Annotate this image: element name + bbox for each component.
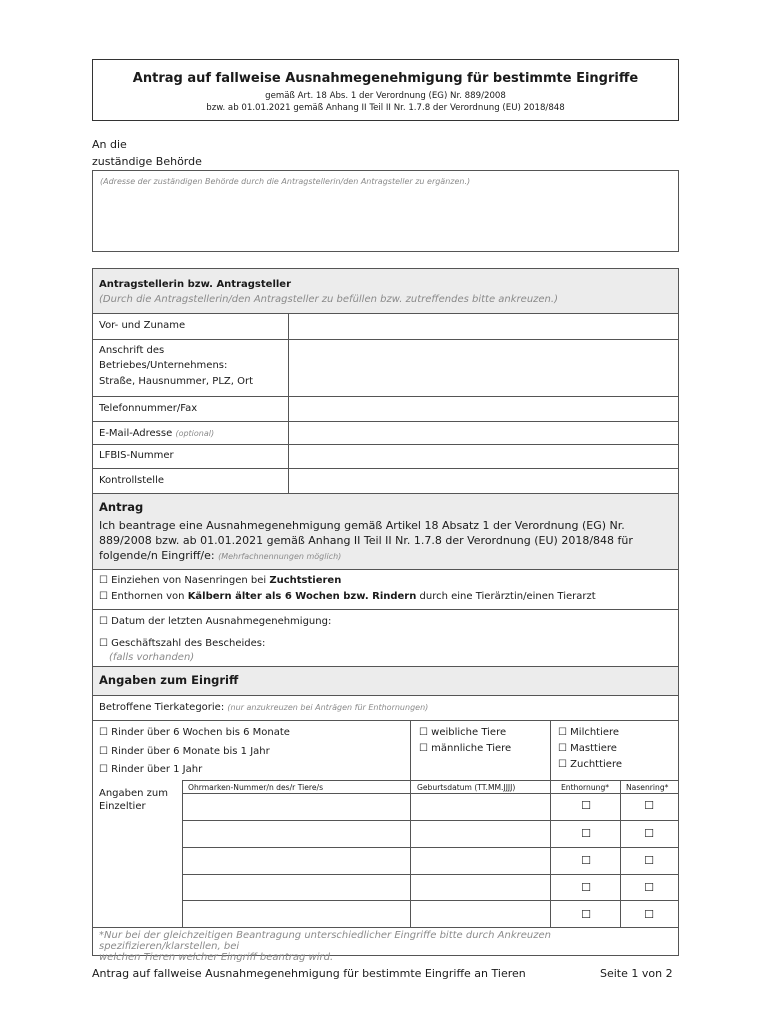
- age-option-2-checkbox[interactable]: ☐: [99, 746, 108, 757]
- age-option-1[interactable]: [99, 726, 290, 739]
- authority-address-placeholder: (Adresse der zuständigen Behörde durch die Antragstellerin/den Antragsteller zu ergänzen.): [100, 177, 471, 186]
- row-2-nose-ring-checkbox[interactable]: ☐: [644, 827, 654, 840]
- age-option-3-checkbox[interactable]: ☐: [99, 764, 108, 775]
- address-label-3: Straße, Hausnummer, PLZ, Ort: [99, 376, 254, 387]
- row-5-nose-ring-checkbox[interactable]: ☐: [644, 908, 654, 921]
- application-form: [92, 268, 679, 963]
- row-4-nose-ring-checkbox[interactable]: ☐: [644, 881, 654, 894]
- document-subtitle-2: bzw. ab 01.01.2021 gemäß Anhang II Teil II Nr. 1.7.8 der Verordnung (EU) 2018/848: [206, 103, 565, 113]
- type-option-fattening-label: Masttiere: [570, 743, 617, 754]
- file-number-hint: (falls vorhanden): [109, 652, 195, 663]
- document-title: Antrag auf fallweise Ausnahmegenehmigung für bestimmte Eingriffe: [132, 71, 639, 86]
- animal-details-label: [99, 787, 168, 813]
- address-line-1: An die: [92, 138, 127, 151]
- option-dehorning-bold: Kälbern älter als 6 Wochen bzw. Rindern: [187, 591, 417, 602]
- request-section: [93, 494, 678, 569]
- animal-category-label: Betroffene Tierkategorie:: [99, 702, 225, 713]
- animal-category: [99, 701, 428, 714]
- type-option-dairy-checkbox[interactable]: ☐: [558, 727, 567, 738]
- request-text: [99, 518, 674, 564]
- option-nose-ring-bold: Zuchtstieren: [269, 575, 342, 586]
- type-option-dairy[interactable]: [558, 726, 619, 739]
- address-label-2: Betriebes/Unternehmens:: [99, 360, 228, 371]
- option-nose-ring-text: Einziehen von Nasenringen bei: [111, 575, 270, 586]
- sex-option-female-label: weibliche Tiere: [431, 727, 507, 738]
- address-label-1: Anschrift des: [99, 345, 165, 356]
- age-option-3-label: Rinder über 1 Jahr: [111, 764, 203, 775]
- email-optional-hint: (optional): [175, 429, 215, 438]
- row-2-dehorning-checkbox[interactable]: ☐: [581, 827, 591, 840]
- row-4-birth-date[interactable]: [411, 874, 550, 900]
- col-dehorning: Enthornung*: [561, 783, 610, 792]
- footer-document-title: Antrag auf fallweise Ausnahmegenehmigung für bestimmte Eingriffe an Tieren: [92, 967, 526, 980]
- request-text-line-2: 889/2008 bzw. ab 01.01.2021 gemäß Anhang II Teil II Nr. 1.7.8 der Verordnung (EU) 2018/848 für: [99, 534, 633, 547]
- document-header: [92, 59, 679, 121]
- type-option-fattening[interactable]: [558, 742, 617, 755]
- applicant-section-header: [93, 269, 678, 313]
- sex-option-male[interactable]: [419, 742, 511, 755]
- file-number-label: Geschäftszahl des Bescheides:: [111, 638, 266, 649]
- option-dehorning-post: durch eine Tierärztin/einen Tierarzt: [416, 591, 596, 602]
- document-subtitle-1: gemäß Art. 18 Abs. 1 der Verordnung (EG) Nr. 889/2008: [265, 91, 506, 101]
- row-4-ear-tag[interactable]: [183, 874, 410, 900]
- row-1-dehorning-checkbox[interactable]: ☐: [581, 799, 591, 812]
- col-nose-ring: Nasenring*: [626, 783, 669, 792]
- age-option-3[interactable]: [99, 763, 202, 776]
- row-3-nose-ring-checkbox[interactable]: ☐: [644, 854, 654, 867]
- last-approval-label: Datum der letzten Ausnahmegenehmigung:: [111, 616, 332, 627]
- inspection-body-label: Kontrollstelle: [99, 475, 164, 486]
- age-option-2-label: Rinder über 6 Monate bis 1 Jahr: [111, 746, 270, 757]
- last-approval-date[interactable]: [99, 615, 331, 628]
- last-approval-checkbox[interactable]: ☐: [99, 616, 108, 627]
- sex-option-female-checkbox[interactable]: ☐: [419, 727, 428, 738]
- row-2-ear-tag[interactable]: [183, 820, 410, 847]
- type-option-breeding-label: Zuchttiere: [570, 759, 622, 770]
- row-5-ear-tag[interactable]: [183, 900, 410, 927]
- row-1-birth-date[interactable]: [411, 793, 550, 820]
- type-option-dairy-label: Milchtiere: [570, 727, 620, 738]
- type-option-breeding[interactable]: [558, 758, 622, 771]
- intervention-heading: Angaben zum Eingriff: [99, 673, 239, 687]
- sex-option-male-checkbox[interactable]: ☐: [419, 743, 428, 754]
- row-5-dehorning-checkbox[interactable]: ☐: [581, 908, 591, 921]
- row-1-ear-tag[interactable]: [183, 793, 410, 820]
- applicant-heading: Antragstellerin bzw. Antragsteller: [99, 279, 292, 290]
- row-3-dehorning-checkbox[interactable]: ☐: [581, 854, 591, 867]
- phone-label: Telefonnummer/Fax: [99, 403, 198, 414]
- option-dehorning-checkbox[interactable]: ☐: [99, 591, 108, 602]
- option-nose-ring[interactable]: [99, 574, 341, 587]
- request-multiple-hint: (Mehrfachnennungen möglich): [218, 552, 342, 561]
- option-dehorning[interactable]: [99, 590, 596, 603]
- footnote: [99, 930, 674, 963]
- email-label-text: E-Mail-Adresse: [99, 428, 173, 439]
- row-3-ear-tag[interactable]: [183, 847, 410, 874]
- row-1-nose-ring-checkbox[interactable]: ☐: [644, 799, 654, 812]
- option-nose-ring-checkbox[interactable]: ☐: [99, 575, 108, 586]
- file-number-checkbox[interactable]: ☐: [99, 638, 108, 649]
- request-heading: Antrag: [99, 500, 144, 514]
- inspection-body-field[interactable]: [288, 468, 678, 493]
- address-line-2: zuständige Behörde: [92, 155, 202, 168]
- name-field[interactable]: [288, 313, 678, 339]
- row-4-dehorning-checkbox[interactable]: ☐: [581, 881, 591, 894]
- lfbis-label: LFBIS-Nummer: [99, 450, 174, 461]
- file-number[interactable]: [99, 637, 265, 650]
- row-5-birth-date[interactable]: [411, 900, 550, 927]
- type-option-breeding-checkbox[interactable]: ☐: [558, 759, 567, 770]
- age-option-1-label: Rinder über 6 Wochen bis 6 Monate: [111, 727, 290, 738]
- request-text-line-1: Ich beantrage eine Ausnahmegenehmigung gemäß Artikel 18 Absatz 1 der Verordnung (EG) Nr.: [99, 519, 625, 532]
- authority-address-field[interactable]: [92, 170, 679, 252]
- animal-category-hint: (nur anzukreuzen bei Anträgen für Enthornungen): [227, 703, 429, 712]
- age-option-2[interactable]: [99, 745, 270, 758]
- intervention-section-header: [93, 667, 678, 695]
- sex-option-male-label: männliche Tiere: [431, 743, 512, 754]
- footnote-line-1: *Nur bei der gleichzeitigen Beantragung unterschiedlicher Eingriffe bitte durch Ankreuzen spezifizieren/klarstellen, bei: [99, 930, 551, 952]
- row-3-birth-date[interactable]: [411, 847, 550, 874]
- option-dehorning-text: Enthornen von: [111, 591, 188, 602]
- age-option-1-checkbox[interactable]: ☐: [99, 727, 108, 738]
- email-label: [99, 427, 214, 440]
- applicant-hint: (Durch die Antragstellerin/den Antragsteller zu befüllen bzw. zutreffendes bitte ankreuzen.): [99, 294, 558, 305]
- animal-details-label-1: Angaben zum: [99, 788, 168, 799]
- sex-option-female[interactable]: [419, 726, 506, 739]
- email-field[interactable]: [288, 421, 678, 444]
- type-option-fattening-checkbox[interactable]: ☐: [558, 743, 567, 754]
- col-ear-tag: Ohrmarken-Nummer/n des/r Tiere/s: [188, 783, 324, 792]
- animal-details-label-2: Einzeltier: [99, 801, 146, 812]
- lfbis-field[interactable]: [288, 444, 678, 468]
- phone-field[interactable]: [288, 396, 678, 421]
- footer-page-number: Seite 1 von 2: [600, 967, 673, 980]
- row-2-birth-date[interactable]: [411, 820, 550, 847]
- footnote-line-2: welchen Tieren welcher Eingriff beantrag wird.: [99, 952, 334, 963]
- request-text-line-3: folgende/n Eingriff/e:: [99, 549, 215, 562]
- col-birth-date: Geburtsdatum (TT.MM.JJJJ): [417, 783, 516, 792]
- business-address-field[interactable]: [288, 339, 678, 396]
- name-label: Vor- und Zuname: [99, 320, 186, 331]
